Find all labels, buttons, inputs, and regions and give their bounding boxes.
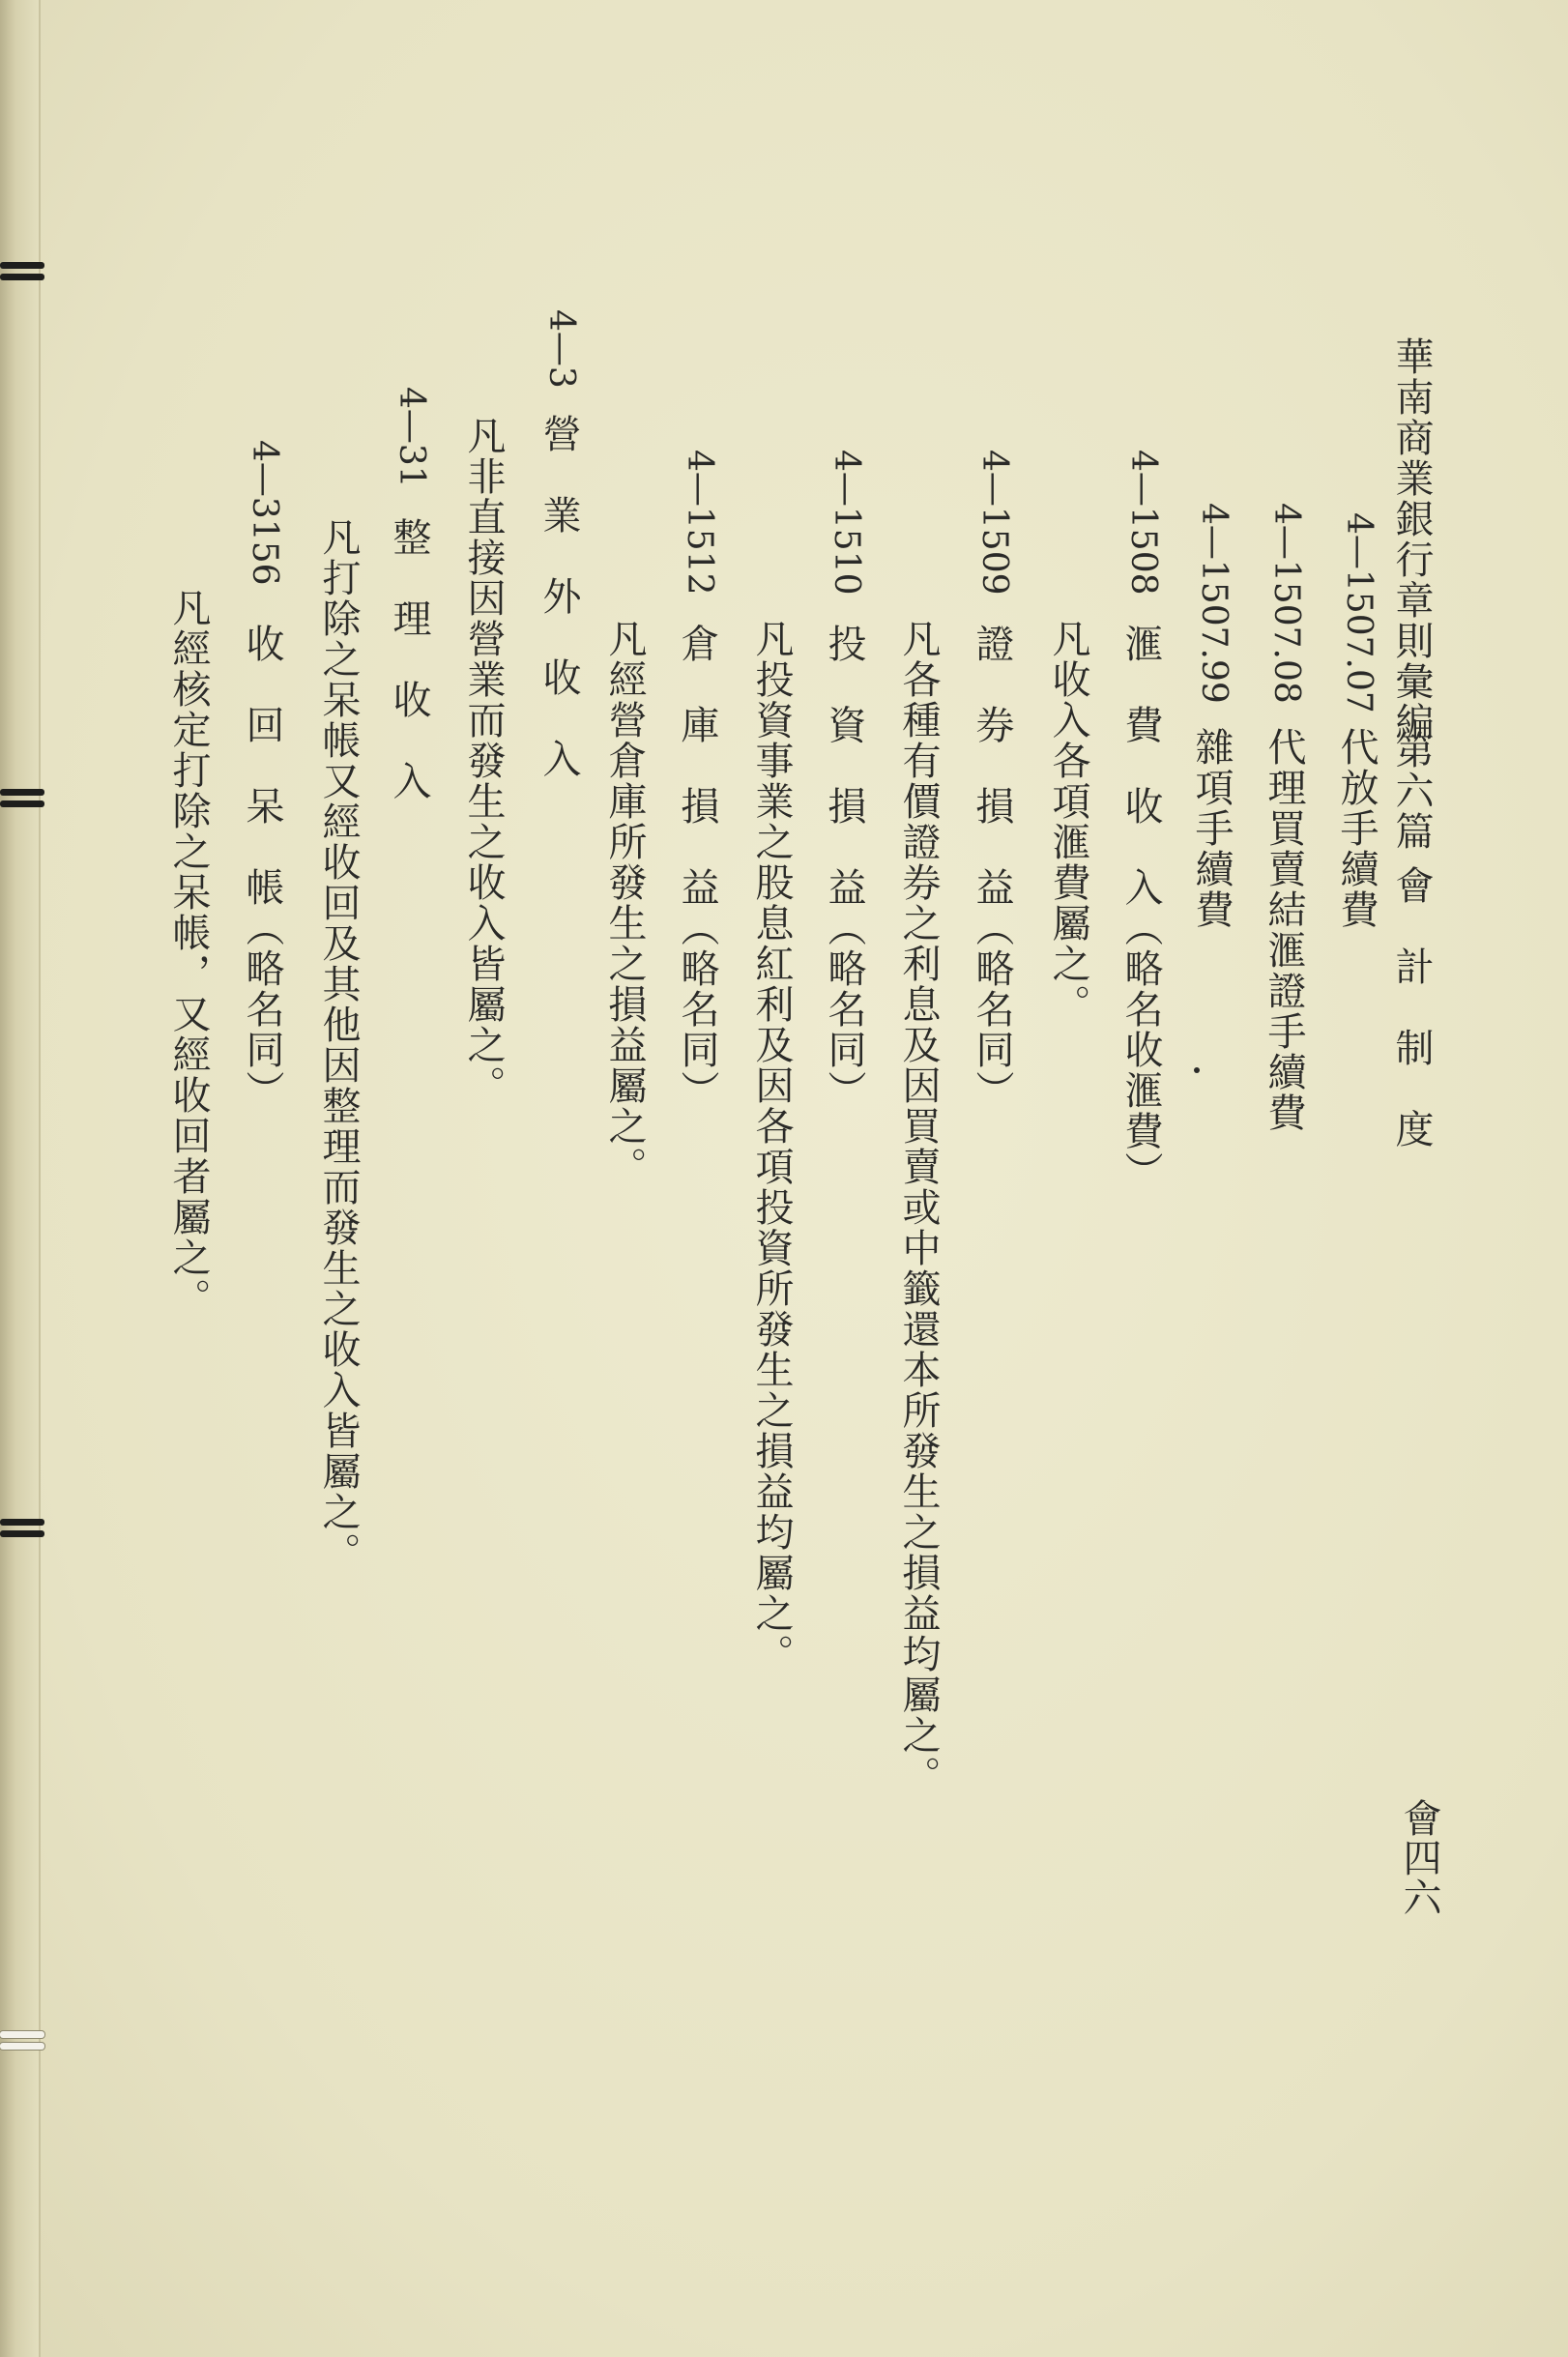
entry-description: 凡非直接因營業而發生之收入皆屬之。 (461, 416, 506, 1106)
binding-stitch (0, 256, 44, 289)
entry-code: 4—3 (541, 309, 581, 389)
entry-description: 凡經營倉庫所發生之損益屬之。 (602, 619, 647, 1187)
entry-description: 凡投資事業之股息紅利及因各項投資所發生之損益均屬之。 (749, 619, 794, 1674)
page-number: 會四六 (1397, 1798, 1441, 1917)
binding-stitch (0, 783, 44, 816)
entry-title: 證 券 損 益（略名同） (970, 624, 1014, 1111)
binding-stitch (0, 1513, 44, 1546)
book-title: 華南商業銀行章則彙編 (1389, 336, 1434, 742)
entry-title: 收 回 呆 帳（略名同） (240, 624, 284, 1111)
entry-description: 凡各種有價證券之利息及因買賣或中籤還本所發生之損益均屬之。 (896, 619, 941, 1796)
entry-code: 4—1507.08 (1266, 503, 1306, 704)
ink-dot (1194, 1067, 1200, 1073)
entry-code: 4—3156 (245, 440, 284, 586)
entry-title: 代理買賣結滙證手續費 (1262, 727, 1306, 1133)
entry-code: 4—1507.99 (1194, 503, 1234, 704)
entry-title: 倉 庫 損 益（略名同） (675, 624, 719, 1111)
entry-title: 投 資 損 益（略名同） (822, 624, 866, 1111)
entry-code: 4—1509 (974, 450, 1014, 596)
section-title: 會 計 制 度 (1389, 865, 1434, 1149)
entry-description: 凡收入各項滙費屬之。 (1046, 619, 1090, 1025)
entry-code: 4—1508 (1123, 450, 1163, 596)
entry-title: 雜項手續費 (1189, 727, 1234, 930)
entry-title: 滙 費 收 入（略名收滙費） (1118, 624, 1163, 1192)
binding-stitch (0, 2025, 44, 2058)
entry-title: 整 理 收 入 (387, 517, 431, 801)
binding-strip (0, 0, 41, 2357)
entry-description: 凡打除之呆帳又經收回及其他因整理而發生之收入皆屬之。 (316, 517, 361, 1573)
entry-title: 代放手續費 (1334, 727, 1379, 930)
entry-code: 4—31 (392, 387, 431, 488)
entry-description: 凡經核定打除之呆帳，又經收回者屬之。 (166, 588, 211, 1319)
entry-code: 4—1512 (680, 450, 719, 596)
entry-code: 4—1507.07 (1339, 512, 1379, 713)
entry-code: 4—1510 (827, 450, 866, 596)
entry-title: 營 業 外 收 入 (537, 414, 581, 779)
chapter-label: 第六篇 (1389, 730, 1434, 852)
